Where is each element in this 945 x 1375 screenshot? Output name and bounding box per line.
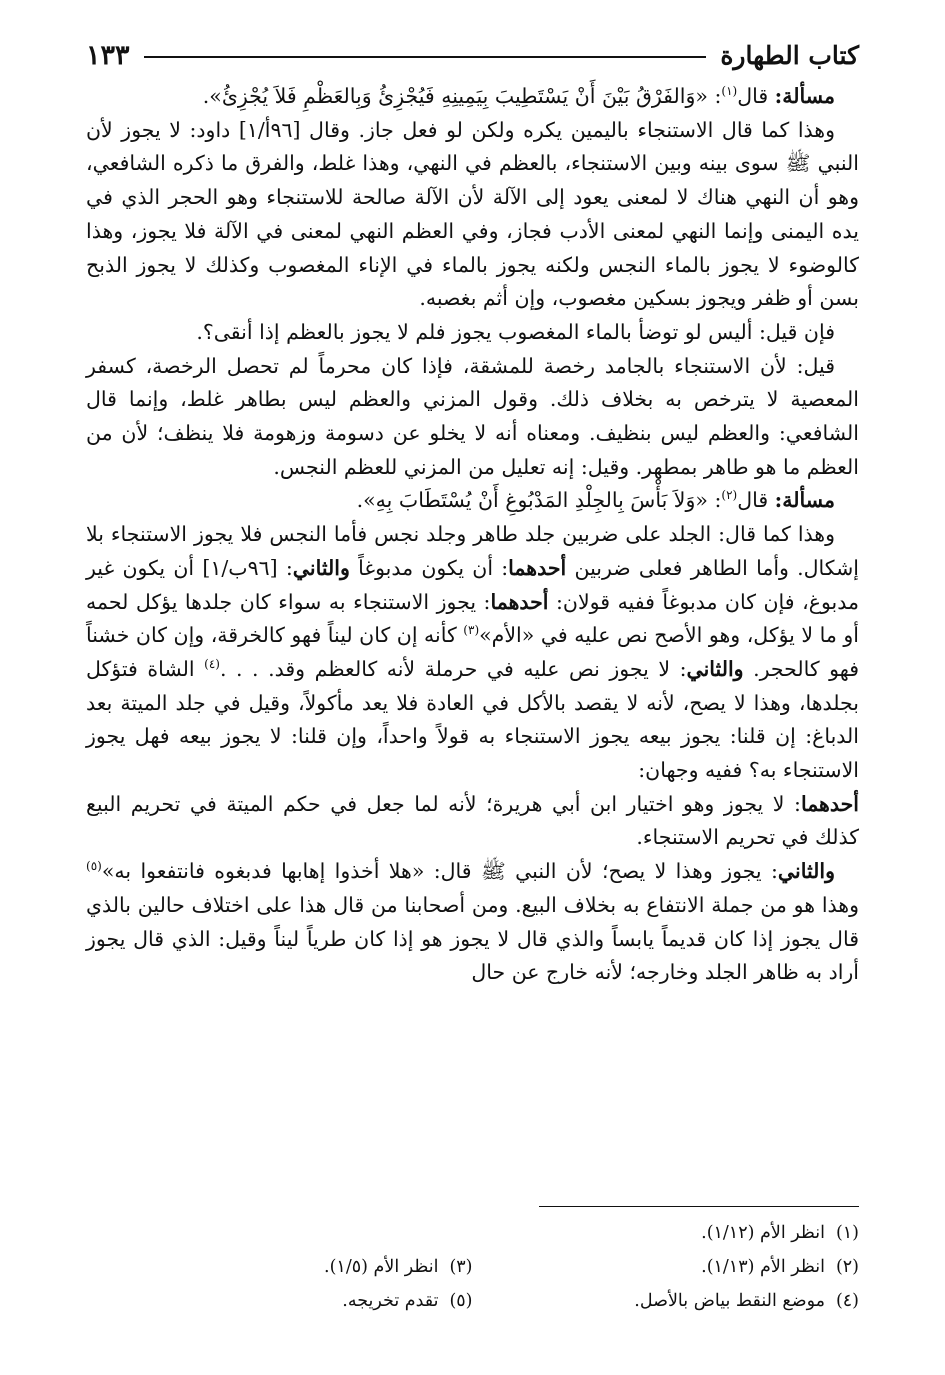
text-span: : [٩٦ب/١] أن يكون غير مدبوغ، فإن كان مدبوغاً ففيه قولان: bbox=[86, 555, 859, 614]
footnote-number: (٢) bbox=[835, 1257, 859, 1277]
footnote-row bbox=[86, 1216, 859, 1250]
footnote-4 bbox=[473, 1284, 860, 1318]
bold-term: والثاني bbox=[777, 859, 835, 884]
paragraph-7 bbox=[86, 788, 859, 855]
text-span: قال bbox=[737, 488, 775, 513]
footnote-text: انظر الأم (١/١٢). bbox=[701, 1223, 825, 1243]
text-span: : لا يجوز نص عليه في حرملة لأنه كالعظم وقد. . . . bbox=[219, 656, 687, 681]
footnote-row bbox=[86, 1284, 859, 1318]
masala-label: مسألة: bbox=[774, 84, 835, 108]
footnote-number: (٤) bbox=[835, 1291, 859, 1311]
footnote-text: انظر الأم (١/١٣). bbox=[701, 1257, 825, 1277]
footnote-empty bbox=[86, 1216, 473, 1250]
paragraph-5 bbox=[86, 484, 859, 518]
paragraph-4: قيل: لأن الاستنجاء بالجامد رخصة للمشقة، فإذا كان محرماً لم تحصل الرخصة، كسفر المعصية لا يترخص به بخلاف ذلك. وقول المزني والعظم ليس بطاهر غلط، وإنما قال الشافعي: والعظم ليس بنظيف. ومعناه أنه لا يخلو عن دسومة وزهومة فلا ينظف؛ لأن من العظم ما هو طاهر بمطهر. وقيل: إنه تعليل من المزني للعظم النجس. bbox=[86, 353, 859, 479]
text-span: الشاة فتؤكل بجلدها، وهذا لا يصح، لأنه لا يقصد بالأكل في العادة فلا يعد مأكولاً، وقيل في جلد الميتة بعد الدباغ: إن قلنا: يجوز بيعه يجوز الاستنجاء به قولاً واحداً، وإن قلنا: لا يجوز بيعه فهل يجوز الاستنجاء به؟ ففيه وجهان: bbox=[86, 656, 859, 783]
text-span: : لا يجوز وهو اختيار ابن أبي هريرة؛ لأنه لما جعل في حكم الميتة في تحريم البيع كذلك في تحريم الاستنجاء. bbox=[86, 791, 859, 850]
paragraph-1 bbox=[86, 80, 859, 114]
footnote-text: موضع النقط بياض بالأصل. bbox=[634, 1291, 825, 1311]
footnote-ref-3: (٣) bbox=[463, 623, 480, 638]
footnote-number: (١) bbox=[835, 1223, 859, 1243]
footnote-ref-1: (١) bbox=[721, 84, 738, 99]
bold-term: والثاني bbox=[686, 656, 744, 681]
footnote-number: (٥) bbox=[449, 1291, 473, 1311]
header-rule bbox=[144, 56, 707, 58]
text-span: كأنه إن كان ليناً فهو كالخرقة، وإن كان خشناً فهو كالحجر. bbox=[86, 623, 860, 681]
bold-term: والثاني bbox=[292, 555, 350, 580]
footnote-row bbox=[86, 1250, 859, 1284]
page-number: ١٣٣ bbox=[86, 39, 130, 71]
paragraph-8 bbox=[86, 855, 859, 990]
text-span: قال bbox=[737, 84, 775, 108]
footnote-text: تقدم تخريجه. bbox=[342, 1291, 439, 1311]
footnotes bbox=[86, 1216, 859, 1318]
paragraph-3: فإن قيل: أليس لو توضأ بالماء المغصوب يجوز فلم لا يجوز بالعظم إذا أنقى؟. bbox=[196, 319, 835, 344]
footnote-ref-4: (٤) bbox=[204, 657, 220, 672]
footnote-2 bbox=[473, 1250, 860, 1284]
footnote-separator bbox=[539, 1206, 859, 1207]
footnote-5 bbox=[86, 1284, 473, 1318]
text-span: وهذا كما قال: الجلد على ضربين جلد طاهر وجلد نجس فأما النجس فلا يجوز الاستنجاء بلا إشكال. وأما الطاهر فعلى ضربين bbox=[86, 522, 859, 580]
paragraph-6 bbox=[86, 518, 859, 788]
footnote-3 bbox=[86, 1250, 473, 1284]
footnote-ref-5: (٥) bbox=[86, 859, 102, 874]
text-span: : أن يكون مدبوغاً bbox=[349, 555, 509, 580]
footnote-number: (٣) bbox=[449, 1257, 473, 1277]
footnote-1 bbox=[473, 1216, 860, 1250]
paragraph-2: وهذا كما قال الاستنجاء باليمين يكره ولكن لو فعل جاز. وقال [٩٦أ/١] داود: لا يجوز لأن النبي ﷺ سوى بينه وبين الاستنجاء، بالعظم في النهي، وهذا غلط، والفرق ما ذكره الشافعي، وهو أن النهي هناك لا لمعنى يعود إلى الآلة لأن الآلة صالحة للاستنجاء وهو الحجر الذي في يده اليمنى وإنما النهي لمعنى الأدب فجاز، وفي العظم النهي لمعنى في الآلة فلا يجوز، وهذا كالوضوء لا يجوز بالماء النجس ولكنه يجوز بالماء في الإناء المغصوب وكذلك لا يجوز الذبح بسن أو ظفر ويجوز بسكين مغصوب، وإن أثم بغصبه. bbox=[86, 117, 859, 311]
page-header bbox=[86, 30, 859, 80]
masala-label: مسألة: bbox=[774, 488, 835, 513]
bold-term: أحدهما bbox=[508, 555, 567, 580]
text-span: : يجوز الاستنجاء به سواء كان جلدها يؤكل لحمه أو ما لا يؤكل، وهو الأصح نص عليه في «الأم» bbox=[86, 589, 859, 648]
text-span: وهذا هو من جملة الانتفاع به بخلاف البيع. ومن أصحابنا من قال هذا على اختلاف حالين بالذي قال يجوز إذا كان قديماً يابساً والذي قال لا يجوز هو إذا كان طرياً ليناً وقيل: الذي قال يجوز أراد به ظاهر الجلد وخارجه؛ لأنه خارج عن حال bbox=[86, 892, 859, 985]
running-title: كتاب الطهارة bbox=[720, 40, 859, 70]
text-span: : «وَلاَ بَأْسَ بِالجِلْدِ المَدْبُوغِ أَنْ يُسْتَطَابَ بِهِ». bbox=[356, 488, 722, 513]
text-span: : يجوز وهذا لا يصح؛ لأن النبي ﷺ قال: «هلا أخذوا إهابها فدبغوه فانتفعوا به» bbox=[101, 859, 778, 884]
footnote-ref-2: (٢) bbox=[721, 488, 738, 503]
text-span: : «وَالفَرْقُ بَيْنَ أَنْ يَسْتَطِيبَ بِيَمِينِهِ فَيُجْزِئُ وَبِالعَظْمِ فَلاَ يُجْزِئُ». bbox=[202, 84, 722, 108]
bold-term: أحدهما bbox=[490, 589, 549, 614]
bold-term: أحدهما bbox=[800, 791, 859, 816]
main-text bbox=[86, 80, 859, 990]
footnote-text: انظر الأم (١/٥). bbox=[324, 1257, 439, 1277]
